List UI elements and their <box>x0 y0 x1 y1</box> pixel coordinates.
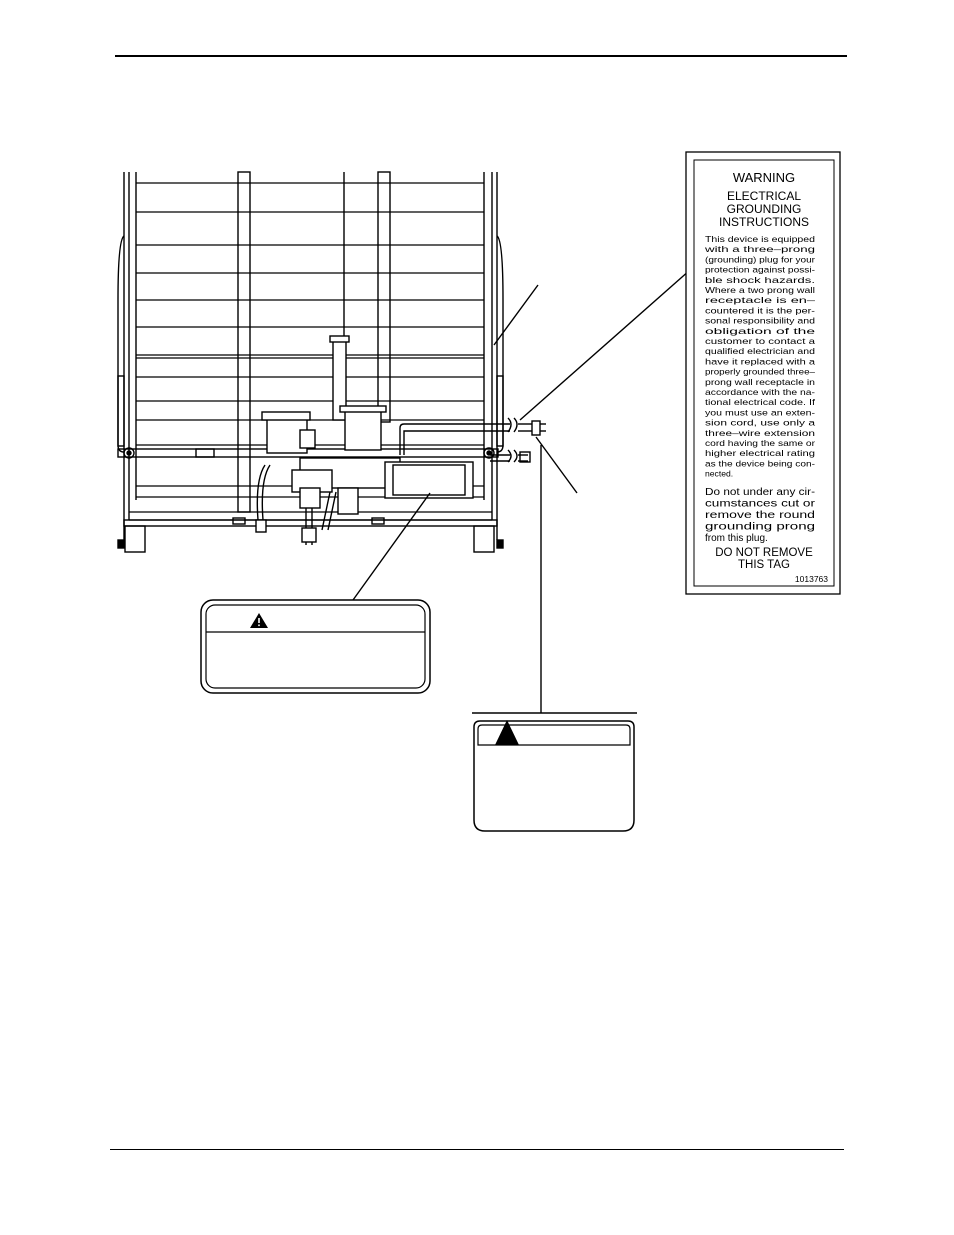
tag-body-line: qualified electrician and <box>705 346 816 357</box>
tag-body-line: protection against possi- <box>705 264 816 275</box>
tag-footer-line: grounding prong <box>705 521 815 533</box>
tag-footer-line: cumstances cut or <box>705 498 816 510</box>
tag-body-line: as the device being con- <box>705 458 816 469</box>
tag-body-line: Where a two prong wall <box>705 285 816 295</box>
tag-footer-line: remove the round <box>705 510 815 521</box>
tag-footer-line: Do not under any cir- <box>705 487 815 498</box>
tag-do-not-remove-line: THIS TAG <box>738 559 790 571</box>
tag-body-line: sion cord, use only a <box>705 417 816 428</box>
tag-body-line: you must use an exten- <box>705 407 816 418</box>
tag-footer-line: from this plug. <box>705 533 768 544</box>
grounding-warning-tag <box>686 152 840 594</box>
tag-body-line: three–wire extension <box>705 427 816 438</box>
pump-assembly <box>256 336 473 545</box>
warning-label <box>472 713 637 831</box>
tag-title: WARNING <box>732 170 796 185</box>
tag-subtitle-line: INSTRUCTIONS <box>719 215 809 229</box>
tag-body-line: obligation of the <box>705 325 816 336</box>
tag-do-not-remove-line: DO NOT REMOVE <box>715 547 813 559</box>
tag-subtitle-line: ELECTRICAL <box>726 189 802 203</box>
tag-body-line: receptacle is en– <box>705 295 816 306</box>
tag-body-line: nected. <box>705 468 734 479</box>
power-cord <box>400 418 546 462</box>
tag-body <box>703 234 815 479</box>
tag-body-line: have it replaced with a <box>705 356 816 367</box>
tag-body-line: (grounding) plug for your <box>705 254 816 265</box>
tag-subtitle-line: GROUNDING <box>726 202 802 216</box>
tag-body-line: tional electrical code. If <box>705 397 816 408</box>
tag-body-line: with a three–prong <box>703 244 816 255</box>
tag-body-line: higher electrical rating <box>705 448 816 459</box>
tag-body-line: customer to contact a <box>705 336 816 346</box>
tag-body-line: sonal responsibility and <box>705 315 816 326</box>
tag-body-line: properly grounded three– <box>705 366 816 377</box>
tag-body-line: prong wall receptacle in <box>705 376 816 387</box>
tag-body-line: accordance with the na- <box>705 387 816 397</box>
tag-body-line: cord having the same or <box>705 438 816 448</box>
tag-body-line: ble shock hazards. <box>705 274 815 285</box>
tag-body-line: countered it is the per- <box>705 305 816 316</box>
machine-rail <box>118 448 498 458</box>
caution-label <box>201 600 430 693</box>
tag-body-line: This device is equipped <box>705 234 816 244</box>
tag-part-number: 1013763 <box>794 574 828 584</box>
